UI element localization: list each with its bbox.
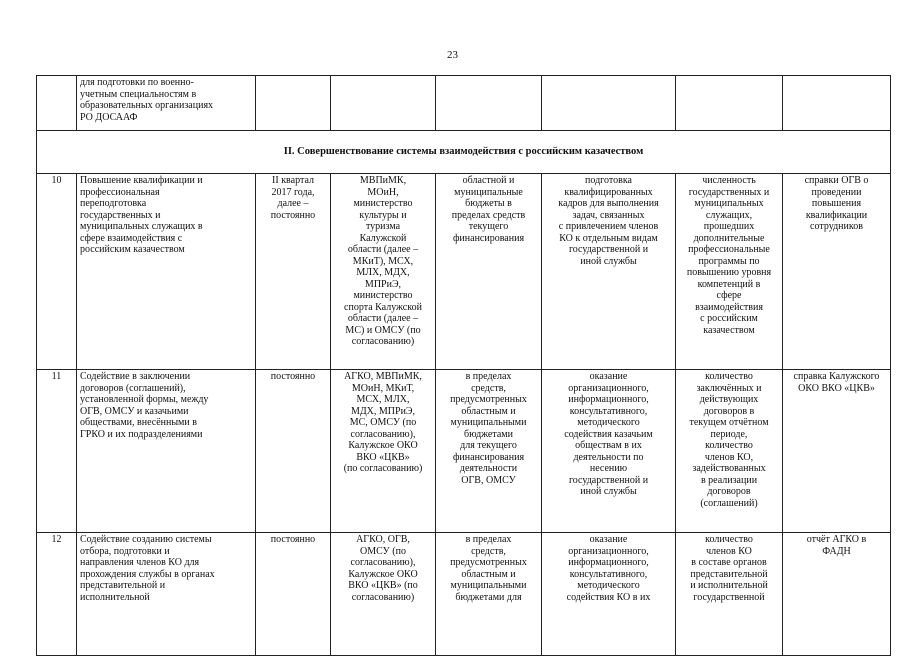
report-cell	[783, 174, 891, 370]
activity-cell	[77, 174, 256, 370]
result-cell	[542, 533, 676, 656]
funding-cell	[436, 370, 542, 533]
term-text: постоянно	[270, 371, 316, 382]
activity-text: для подготовки по военно- учетным специальностям в образовательных организациях РО ДОСААФ	[80, 77, 214, 123]
funding-cell	[436, 174, 542, 370]
executors-text: МВПиМК, МОиН, министерство культуры и туризма Калужской области (далее – МКиТ), МСХ, МЛХ, МДХ, МПРиЭ, министерство спорта Калужской области (далее – МС) и ОМСУ (по согласованию)	[344, 175, 422, 347]
table-row	[37, 174, 891, 370]
executors-cell	[331, 174, 436, 370]
executors-cell	[331, 370, 436, 533]
table-row	[37, 533, 891, 656]
report-cell	[783, 76, 891, 131]
executors-cell	[331, 76, 436, 131]
activity-cell	[77, 533, 256, 656]
num-cell: 10	[37, 174, 77, 370]
result-text: оказание организационного, информационного, консультативного, методического содействия КО в их	[566, 534, 651, 603]
result-cell	[542, 370, 676, 533]
executors-text: АГКО, ОГВ, ОМСУ (по согласованию), Калужское ОКО ВКО «ЦКВ» (по согласованию)	[348, 534, 418, 603]
term-text: II квартал 2017 года, далее – постоянно	[270, 175, 316, 221]
term-cell	[256, 533, 331, 656]
activity-cell	[77, 76, 256, 131]
num-cell: 11	[37, 370, 77, 533]
executors-cell	[331, 533, 436, 656]
indicator-text: количество заключённых и действующих договоров в текущем отчётном периоде, количество членов КО, задействованных в реализации договоров (соглашений)	[689, 371, 769, 509]
funding-text: в пределах средств, предусмотренных областным и муниципальными бюджетами для	[450, 534, 527, 603]
report-text: справки ОГВ о проведении повышения квалификации сотрудников	[804, 175, 869, 232]
funding-cell	[436, 533, 542, 656]
indicator-cell	[676, 533, 783, 656]
measures-table	[36, 75, 891, 656]
section-heading: II. Совершенствование системы взаимодействия с российским казачеством	[37, 131, 891, 174]
activity-cell	[77, 370, 256, 533]
indicator-text: численность государственных и муниципальных служащих, прошедших дополнительные профессиональные программы по повышению уровня компетенций в сфере взаимодействия с российским казачеством	[686, 175, 772, 336]
indicator-cell	[676, 370, 783, 533]
funding-text: в пределах средств, предусмотренных областным и муниципальными бюджетами для текущего финансирования деятельности ОГВ, ОМСУ	[450, 371, 527, 486]
page-number: 23	[447, 49, 458, 61]
report-text: справка Калужского ОКО ВКО «ЦКВ»	[793, 371, 880, 394]
section-heading-row	[37, 131, 891, 174]
report-cell	[783, 370, 891, 533]
table-row	[37, 370, 891, 533]
num-cell	[37, 76, 77, 131]
num-cell: 12	[37, 533, 77, 656]
table-row	[37, 76, 891, 131]
result-text: подготовка квалифицированных кадров для выполнения задач, связанных с привлечением членов КО к отдельным видам государственной и иной службы	[558, 175, 659, 267]
indicator-cell	[676, 174, 783, 370]
activity-text: Содействие в заключении договоров (соглашений), установленной формы, между ОГВ, ОМСУ и казачьими обществами, внесёнными в ГРКО и их подразделениями	[80, 371, 209, 440]
executors-text: АГКО, МВПиМК, МОиН, МКиТ, МСХ, МЛХ, МДХ, МПРиЭ, МС, ОМСУ (по согласованию), Калужское ОКО ВКО «ЦКВ» (по согласованию)	[343, 371, 423, 474]
term-cell	[256, 76, 331, 131]
indicator-cell	[676, 76, 783, 131]
result-text: оказание организационного, информационного, консультативного, методического содействия казачьим обществам в их деятельности по несению государственной и иной службы	[564, 371, 653, 497]
result-cell	[542, 76, 676, 131]
indicator-text: количество членов КО в составе органов представительной и исполнительной государственной	[690, 534, 768, 603]
funding-cell	[436, 76, 542, 131]
activity-text: Повышение квалификации и профессиональная переподготовка государственных и муниципальных служащих в сфере взаимодействия с российским казачеством	[80, 175, 203, 255]
report-cell	[783, 533, 891, 656]
funding-text: областной и муниципальные бюджеты в пределах средств текущего финансирования	[451, 175, 526, 244]
activity-text: Содействие созданию системы отбора, подготовки и направления членов КО для прохождения службы в органах представительной и исполнительной	[80, 534, 215, 603]
result-cell	[542, 174, 676, 370]
term-cell	[256, 370, 331, 533]
report-text: отчёт АГКО в ФАДН	[806, 534, 867, 557]
term-text: постоянно	[270, 534, 316, 545]
term-cell	[256, 174, 331, 370]
